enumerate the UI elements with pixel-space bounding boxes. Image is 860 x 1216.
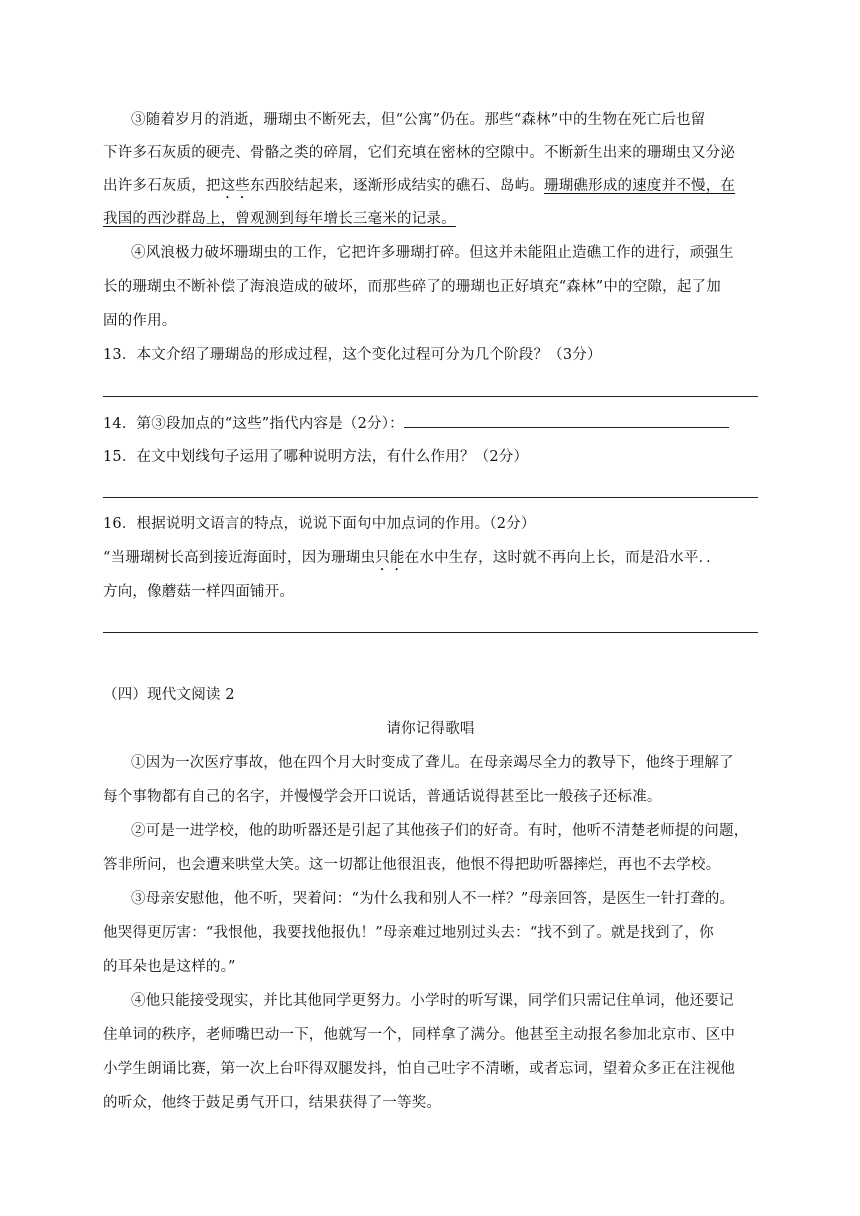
section-heading: （四）现代文阅读 2 xyxy=(103,687,235,703)
question-15: 15．在文中划线句子运用了哪种说明方法，有什么作用？（2分） xyxy=(103,449,529,465)
underlined-sentence-cont: 我国的西沙群岛上，曾观测到每年增长三毫米的记录。 xyxy=(103,211,456,227)
text-segment: 在水中生存，这时就不再向上长，而是沿水平．． xyxy=(404,550,721,566)
answer-line-13 xyxy=(103,396,758,397)
dotted-word-zhineng: 只能 xyxy=(375,550,405,566)
article-paragraph-4-line-3: 小学生朗诵比赛，第一次上台吓得双腿发抖，怕自己吐字不清晰，或者忘词，望着众多正在注视他 xyxy=(103,1061,736,1077)
paragraph-3-line-2: 下许多石灰质的硬壳、骨骼之类的碎屑，它们充填在密林的空隙中。不断新生出来的珊瑚虫又分泌 xyxy=(103,145,736,161)
paragraph-3-line-4 xyxy=(103,209,758,229)
article-paragraph-3-line-3: 的耳朵也是这样的。” xyxy=(103,959,236,975)
article-paragraph-3-line-2: 他哭得更厉害：“我恨他，我要找他报仇！”母亲难过地别过头去：“找不到了。就是找到了，你 xyxy=(103,925,714,941)
question-16: 16．根据说明文语言的特点，说说下面句中加点词的作用。（2分） xyxy=(103,516,536,532)
answer-blank-14 xyxy=(404,413,729,428)
text-segment: 东西胶结起来，逐渐形成结实的礁石、岛屿。 xyxy=(250,178,545,194)
article-paragraph-4-line-1: ④他只能接受现实，并比其他同学更努力。小学时的听写课，同学们只需记住单词，他还要记 xyxy=(131,993,734,1009)
article-paragraph-2-line-2: 答非所问，也会遭来哄堂大笑。这一切都让他很沮丧，他恨不得把助听器摔烂，再也不去学校。 xyxy=(103,857,721,873)
text-segment: 出许多石灰质，把 xyxy=(103,178,221,194)
article-title: 请你记得歌唱 xyxy=(386,721,475,737)
answer-line-16 xyxy=(103,632,758,633)
article-paragraph-2-line-1: ②可是一进学校，他的助听器还是引起了其他孩子们的好奇。有时，他听不清楚老师提的问题， xyxy=(131,823,749,839)
text-segment: “当珊瑚树长高到接近海面时，因为珊瑚虫 xyxy=(103,550,376,566)
question-14-text: 14．第③段加点的“这些”指代内容是（2分）： xyxy=(103,416,404,432)
paragraph-3-line-1: ③随着岁月的消逝，珊瑚虫不断死去，但“公寓”仍在。那些“森林”中的生物在死亡后也留 xyxy=(131,112,706,128)
paragraph-3-line-3 xyxy=(103,176,758,202)
article-paragraph-1-line-2: 每个事物都有自己的名字，并慢慢学会开口说话，普通话说得甚至比一般孩子还标准。 xyxy=(103,789,662,805)
article-paragraph-4-line-2: 住单词的秩序，老师嘴巴动一下，他就写一个，同样拿了满分。他甚至主动报名参加北京市、区中 xyxy=(103,1027,736,1043)
underlined-sentence: 珊瑚礁形成的速度并不慢，在 xyxy=(544,178,736,194)
paragraph-4-line-3: 固的作用。 xyxy=(103,313,177,329)
article-paragraph-3-line-1: ③母亲安慰他，他不听，哭着问：“为什么我和别人不一样？”母亲回答，是医生一针打聋的。 xyxy=(131,891,735,907)
answer-line-15 xyxy=(103,497,758,498)
question-16-quote-line-2: 方向，像蘑菇一样四面铺开。 xyxy=(103,584,295,600)
question-13: 13．本文介绍了珊瑚岛的形成过程，这个变化过程可分为几个阶段？（3分） xyxy=(103,347,602,363)
paragraph-4-line-1: ④风浪极力破坏珊瑚虫的工作，它把许多珊瑚打碎。但这并未能阻止造礁工作的进行，顽强生 xyxy=(131,245,734,261)
article-paragraph-4-line-4: 的听众，他终于鼓足勇气开口，结果获得了一等奖。 xyxy=(103,1095,442,1111)
paragraph-4-line-2: 长的珊瑚虫不断补偿了海浪造成的破坏，而那些碎了的珊瑚也正好填充“森林”中的空隙，起了加 xyxy=(103,279,721,295)
dotted-word-zhexie: 这些 xyxy=(220,178,251,194)
question-16-quote-line-1 xyxy=(103,548,758,574)
article-paragraph-1-line-1: ①因为一次医疗事故，他在四个月大时变成了聋儿。在母亲竭尽全力的教导下，他终于理解了 xyxy=(131,755,734,771)
question-14 xyxy=(103,413,758,434)
